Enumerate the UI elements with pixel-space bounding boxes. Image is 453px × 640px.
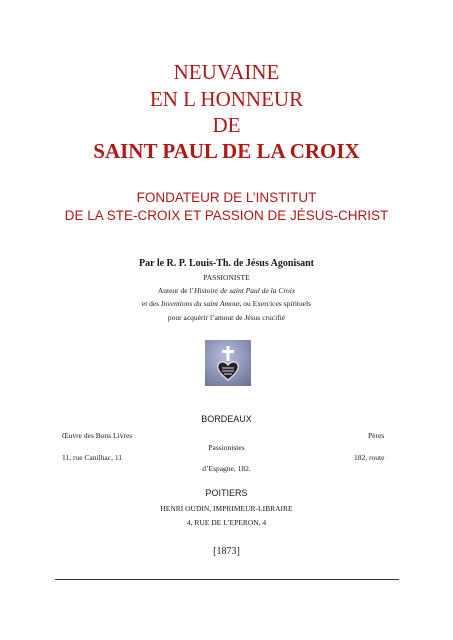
works-line-2-prefix: et des [141, 299, 162, 308]
title-line-2 [0, 87, 453, 111]
subtitle-text-1: FONDATEUR DE L’INSTITUT [136, 190, 317, 205]
subtitle-line-2 [0, 207, 453, 224]
bordeaux-center-1-text: Passionistes [208, 443, 245, 452]
works-line-2-title: Inventions du saint Amour, [161, 299, 242, 308]
bordeaux-left-1: Œuvre des Bons Livres [62, 431, 133, 440]
title-text-2: EN L HONNEUR [149, 87, 304, 111]
title-text-3: DE [212, 113, 241, 137]
author-byline-text: Par le R. P. Louis-Th. de Jésus Agonisant [138, 258, 315, 269]
poitiers-city-text: POITIERS [205, 488, 248, 498]
works-line-3-text: pour acquérir l’amour de Jésus crucifié [167, 313, 286, 322]
publication-year [0, 546, 453, 557]
subtitle-text-2: DE LA STE-CROIX ET PASSION DE JÉSUS-CHRIST [64, 208, 389, 223]
author-works-line-3 [0, 312, 453, 323]
poitiers-publisher [0, 503, 453, 514]
author-byline [0, 258, 453, 269]
title-line-4 [0, 139, 453, 163]
poitiers-heading [0, 488, 453, 498]
bordeaux-heading [0, 414, 453, 424]
works-line-1-title: Histoire de saint Paul de la Croix [194, 286, 296, 295]
publication-year-text: [1873] [213, 546, 240, 557]
title-text-1: NEUVAINE [173, 60, 280, 84]
author-works-line-1 [0, 285, 453, 296]
passionist-emblem [205, 340, 251, 386]
bordeaux-right-2: 182, route [354, 453, 385, 462]
bordeaux-center-1 [0, 442, 453, 453]
passionist-heart-cross-icon [205, 340, 251, 386]
author-order [0, 272, 453, 283]
poitiers-address-text: 4, RUE DE L’EPERON, 4 [186, 518, 267, 527]
poitiers-publisher-text: HENRI OUDIN, IMPRIMEUR-LIBRAIRE [160, 504, 293, 513]
subtitle-line-1 [0, 189, 453, 206]
bordeaux-right-1: Pères [368, 431, 385, 440]
bordeaux-center-2-text: d’Espagne, 182. [202, 464, 251, 473]
author-works-line-2 [0, 298, 453, 309]
title-text-4: SAINT PAUL DE LA CROIX [93, 139, 360, 163]
title-line-3 [0, 113, 453, 137]
works-line-1-prefix: Auteur de l’ [157, 286, 195, 295]
bordeaux-left-2: 11, rue Canilhac, 11 [62, 453, 123, 462]
bordeaux-city-text: BORDEAUX [201, 414, 252, 424]
bordeaux-center-2 [0, 463, 453, 474]
author-order-text: PASSIONISTE [203, 273, 250, 282]
footer-rule [55, 579, 399, 580]
title-line-1 [0, 60, 453, 84]
poitiers-address [0, 517, 453, 528]
works-line-2-suffix: ou Exercices spirituels [241, 299, 312, 308]
